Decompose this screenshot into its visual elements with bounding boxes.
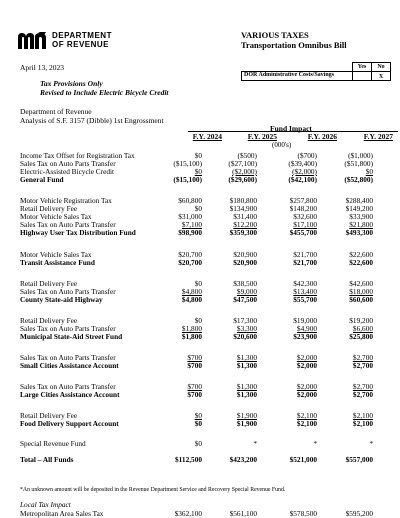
- row-value-fy2025: $561,100: [229, 509, 257, 518]
- row-value-fy2026: $2,000: [296, 390, 317, 399]
- row-value-fy2025: $1,300: [236, 382, 257, 391]
- row-value-fy2027: $22,600: [349, 250, 373, 259]
- row-value-fy2026: $2,000: [296, 361, 317, 370]
- row-label: Highway User Tax Distribution Fund: [20, 228, 136, 237]
- row-value-fy2025: $20,900: [233, 250, 257, 259]
- row-value-fy2027: $18,000: [349, 287, 373, 296]
- row-value-fy2026: $4,900: [296, 324, 317, 333]
- column-header-fy2025: F.Y. 2025: [247, 132, 277, 141]
- row-value-fy2026: $13,400: [293, 287, 317, 296]
- row-value-fy2027: $595,200: [345, 509, 373, 518]
- fund-impact-heading: Fund Impact: [270, 124, 312, 133]
- row-value-fy2025: ($2,000): [232, 167, 257, 176]
- row-value-fy2025: $1,300: [236, 353, 257, 362]
- row-value-fy2025: $180,800: [229, 196, 257, 205]
- yes-cell: [353, 72, 372, 81]
- header-subtitle: Transportation Omnibus Bill: [241, 40, 347, 50]
- row-value-fy2025: $3,300: [236, 324, 257, 333]
- row-value-fy2027: $149,200: [345, 204, 373, 213]
- row-value-fy2024: $0: [194, 439, 202, 448]
- row-value-fy2026: $148,200: [289, 204, 317, 213]
- row-value-fy2025: $1,300: [236, 390, 257, 399]
- table-row: [20, 333, 395, 341]
- row-label: Retail Delivery Fee: [20, 316, 78, 325]
- row-value-fy2024: $1,800: [181, 332, 202, 341]
- row-value-fy2026: $578,500: [289, 509, 317, 518]
- row-value-fy2024: $0: [194, 279, 202, 288]
- row-value-fy2025: ($27,100): [228, 159, 257, 168]
- row-value-fy2024: $700: [187, 361, 202, 370]
- table-row: [20, 362, 395, 370]
- row-value-fy2025: ($500): [237, 151, 257, 160]
- row-value-fy2025: $47,500: [233, 295, 257, 304]
- row-value-fy2027: ($52,800): [344, 175, 373, 184]
- row-label: Sales Tax on Auto Parts Transfer: [20, 287, 116, 296]
- row-value-fy2024: $700: [187, 353, 202, 362]
- column-header-fy2027: F.Y. 2027: [363, 132, 393, 141]
- dor-logo: [18, 30, 168, 52]
- row-value-fy2024: $0: [194, 204, 202, 213]
- row-value-fy2027: $42,600: [349, 279, 373, 288]
- row-value-fy2024: $362,100: [174, 509, 202, 518]
- row-value-fy2024: $7,100: [181, 220, 202, 229]
- row-label: Motor Vehicle Registration Tax: [20, 196, 112, 205]
- row-value-fy2026: $42,300: [293, 279, 317, 288]
- row-label: Transit Assistance Fund: [20, 258, 95, 267]
- row-value-fy2026: ($42,100): [288, 175, 317, 184]
- row-label: Special Revenue Fund: [20, 439, 86, 448]
- table-row: [20, 510, 395, 518]
- row-value-fy2025: $1,900: [236, 411, 257, 420]
- row-value-fy2025: $9,000: [236, 287, 257, 296]
- row-value-fy2024: ($15,100): [173, 159, 202, 168]
- document-header: [241, 30, 347, 50]
- row-label: Retail Delivery Fee: [20, 279, 78, 288]
- row-label: Motor Vehicle Sales Tax: [20, 250, 92, 259]
- document-date: April 13, 2023: [20, 63, 64, 72]
- row-value-fy2026: $21,700: [293, 250, 317, 259]
- row-value-fy2024: $60,800: [178, 196, 202, 205]
- row-value-fy2027: ($1,000): [348, 151, 373, 160]
- row-label: Sales Tax on Auto Parts Transfer: [20, 159, 116, 168]
- row-value-fy2027: $2,700: [352, 382, 373, 391]
- row-value-fy2024: $1,800: [181, 324, 202, 333]
- row-value-fy2025: $1,300: [236, 361, 257, 370]
- row-value-fy2027: $25,800: [349, 332, 373, 341]
- row-value-fy2024: $31,000: [178, 212, 202, 221]
- row-value-fy2027: $288,400: [345, 196, 373, 205]
- row-label: County State-aid Highway: [20, 295, 103, 304]
- row-value-fy2027: $2,700: [352, 390, 373, 399]
- row-value-fy2024: $98,900: [178, 228, 202, 237]
- row-value-fy2026: $2,100: [296, 411, 317, 420]
- row-label: Income Tax Offset for Registration Tax: [20, 151, 135, 160]
- row-value-fy2025: $17,300: [233, 316, 257, 325]
- table-row: [20, 296, 395, 304]
- row-label: Large Cities Assistance Account: [20, 390, 120, 399]
- row-label: Electric-Assisted Bicycle Credit: [20, 167, 115, 176]
- admin-costs-table: [241, 62, 391, 81]
- local-tax-impact-heading: Local Tax Impact: [20, 500, 71, 509]
- row-value-fy2025: $134,900: [229, 204, 257, 213]
- row-value-fy2024: $20,700: [178, 258, 202, 267]
- yes-header: Yes: [353, 63, 372, 72]
- row-value-fy2025: *: [253, 439, 257, 448]
- row-value-fy2026: $2,100: [296, 419, 317, 428]
- units-label: (000's): [272, 141, 292, 149]
- row-value-fy2027: $2,100: [352, 411, 373, 420]
- row-value-fy2024: $700: [187, 382, 202, 391]
- column-header-fy2024: F.Y. 2024: [192, 132, 222, 141]
- header-title: VARIOUS TAXES: [241, 30, 309, 40]
- row-label: Metropolitan Area Sales Tax: [20, 509, 104, 518]
- row-value-fy2025: $31,400: [233, 212, 257, 221]
- row-value-fy2027: $2,700: [352, 353, 373, 362]
- row-value-fy2026: $521,000: [289, 455, 317, 464]
- table-row: [20, 259, 395, 267]
- row-value-fy2024: $0: [194, 151, 202, 160]
- row-value-fy2025: $423,200: [229, 455, 257, 464]
- row-value-fy2026: $32,600: [293, 212, 317, 221]
- row-value-fy2024: $0: [194, 167, 202, 176]
- row-value-fy2024: $700: [187, 390, 202, 399]
- row-value-fy2024: $20,700: [178, 250, 202, 259]
- no-cell: X: [372, 72, 391, 81]
- row-label: Sales Tax on Auto Parts Transfer: [20, 324, 116, 333]
- row-label: General Fund: [20, 175, 64, 184]
- row-value-fy2025: ($29,600): [228, 175, 257, 184]
- row-value-fy2024: $0: [194, 316, 202, 325]
- tax-provisions-line-2: Revised to Include Electric Bicycle Credit: [40, 88, 169, 97]
- row-label: Motor Vehicle Sales Tax: [20, 212, 92, 221]
- row-label: Sales Tax on Auto Parts Transfer: [20, 353, 116, 362]
- row-value-fy2024: $4,800: [181, 295, 202, 304]
- row-label: Retail Delivery Fee: [20, 204, 78, 213]
- row-value-fy2026: $19,000: [293, 316, 317, 325]
- row-value-fy2025: $20,600: [233, 332, 257, 341]
- tax-provisions-note: [40, 79, 169, 97]
- table-row: [20, 176, 395, 184]
- row-value-fy2027: $2,700: [352, 361, 373, 370]
- row-value-fy2027: $0: [365, 167, 373, 176]
- row-label: Food Delivery Support Account: [20, 419, 119, 428]
- row-value-fy2027: $22,600: [349, 258, 373, 267]
- no-header: No: [372, 63, 391, 72]
- row-label: Total – All Funds: [20, 455, 74, 464]
- row-value-fy2026: $17,100: [293, 220, 317, 229]
- row-value-fy2027: $493,300: [345, 228, 373, 237]
- table-row: [20, 168, 395, 176]
- row-value-fy2025: $20,900: [233, 258, 257, 267]
- logo-line-2: OF REVENUE: [52, 40, 110, 49]
- row-value-fy2026: ($2,000): [292, 167, 317, 176]
- row-value-fy2027: $60,600: [349, 295, 373, 304]
- department-analysis: [20, 107, 164, 125]
- row-label: Small Cities Assistance Account: [20, 361, 119, 370]
- row-value-fy2026: ($700): [297, 151, 317, 160]
- table-row: [20, 456, 395, 464]
- row-label: Retail Delivery Fee: [20, 411, 78, 420]
- row-value-fy2024: $112,500: [175, 455, 202, 464]
- row-value-fy2027: $6,600: [352, 324, 373, 333]
- analysis-title: Analysis of S.F. 3157 (Dibble) 1st Engrossment: [20, 116, 164, 125]
- department-name: Department of Revenue: [20, 107, 92, 116]
- table-row: [20, 440, 395, 448]
- row-value-fy2027: $2,100: [352, 419, 373, 428]
- logo-line-1: DEPARTMENT: [52, 31, 112, 40]
- row-label: Sales Tax on Auto Parts Transfer: [20, 382, 116, 391]
- row-value-fy2027: $33,900: [349, 212, 373, 221]
- row-value-fy2026: $2,000: [296, 353, 317, 362]
- row-value-fy2025: $12,200: [233, 220, 257, 229]
- row-value-fy2027: $557,000: [345, 455, 373, 464]
- row-value-fy2025: $38,500: [233, 279, 257, 288]
- footnote: *An unknown amount will be deposited in the Revenue Department Service and Recovery Special Revenue Fund.: [20, 487, 286, 493]
- row-value-fy2026: $257,800: [289, 196, 317, 205]
- row-label: Sales Tax on Auto Parts Transfer: [20, 220, 116, 229]
- row-value-fy2027: $19,200: [349, 316, 373, 325]
- row-value-fy2026: $455,700: [289, 228, 317, 237]
- row-value-fy2027: *: [369, 439, 373, 448]
- row-value-fy2026: $2,000: [296, 382, 317, 391]
- row-value-fy2027: $21,800: [349, 220, 373, 229]
- admin-costs-label: DOR Administrative Costs/Savings: [242, 72, 353, 81]
- table-row: [20, 229, 395, 237]
- column-header-fy2026: F.Y. 2026: [307, 132, 337, 141]
- row-value-fy2027: ($51,800): [344, 159, 373, 168]
- row-value-fy2026: *: [313, 439, 317, 448]
- tax-provisions-line-1: Tax Provisions Only: [40, 79, 103, 88]
- table-row: [20, 420, 395, 428]
- row-value-fy2026: ($39,400): [288, 159, 317, 168]
- row-value-fy2026: $55,700: [293, 295, 317, 304]
- minnesota-mn-logo-icon: [18, 32, 48, 49]
- table-row: [20, 391, 395, 399]
- row-value-fy2024: $0: [194, 419, 202, 428]
- row-value-fy2025: $1,900: [236, 419, 257, 428]
- row-value-fy2024: $0: [194, 411, 202, 420]
- row-value-fy2026: $21,700: [293, 258, 317, 267]
- row-label: Municipal State-Aid Street Fund: [20, 332, 123, 341]
- row-value-fy2025: $359,300: [229, 228, 257, 237]
- row-value-fy2026: $23,900: [293, 332, 317, 341]
- row-value-fy2024: $4,800: [181, 287, 202, 296]
- row-value-fy2024: ($15,100): [173, 175, 202, 184]
